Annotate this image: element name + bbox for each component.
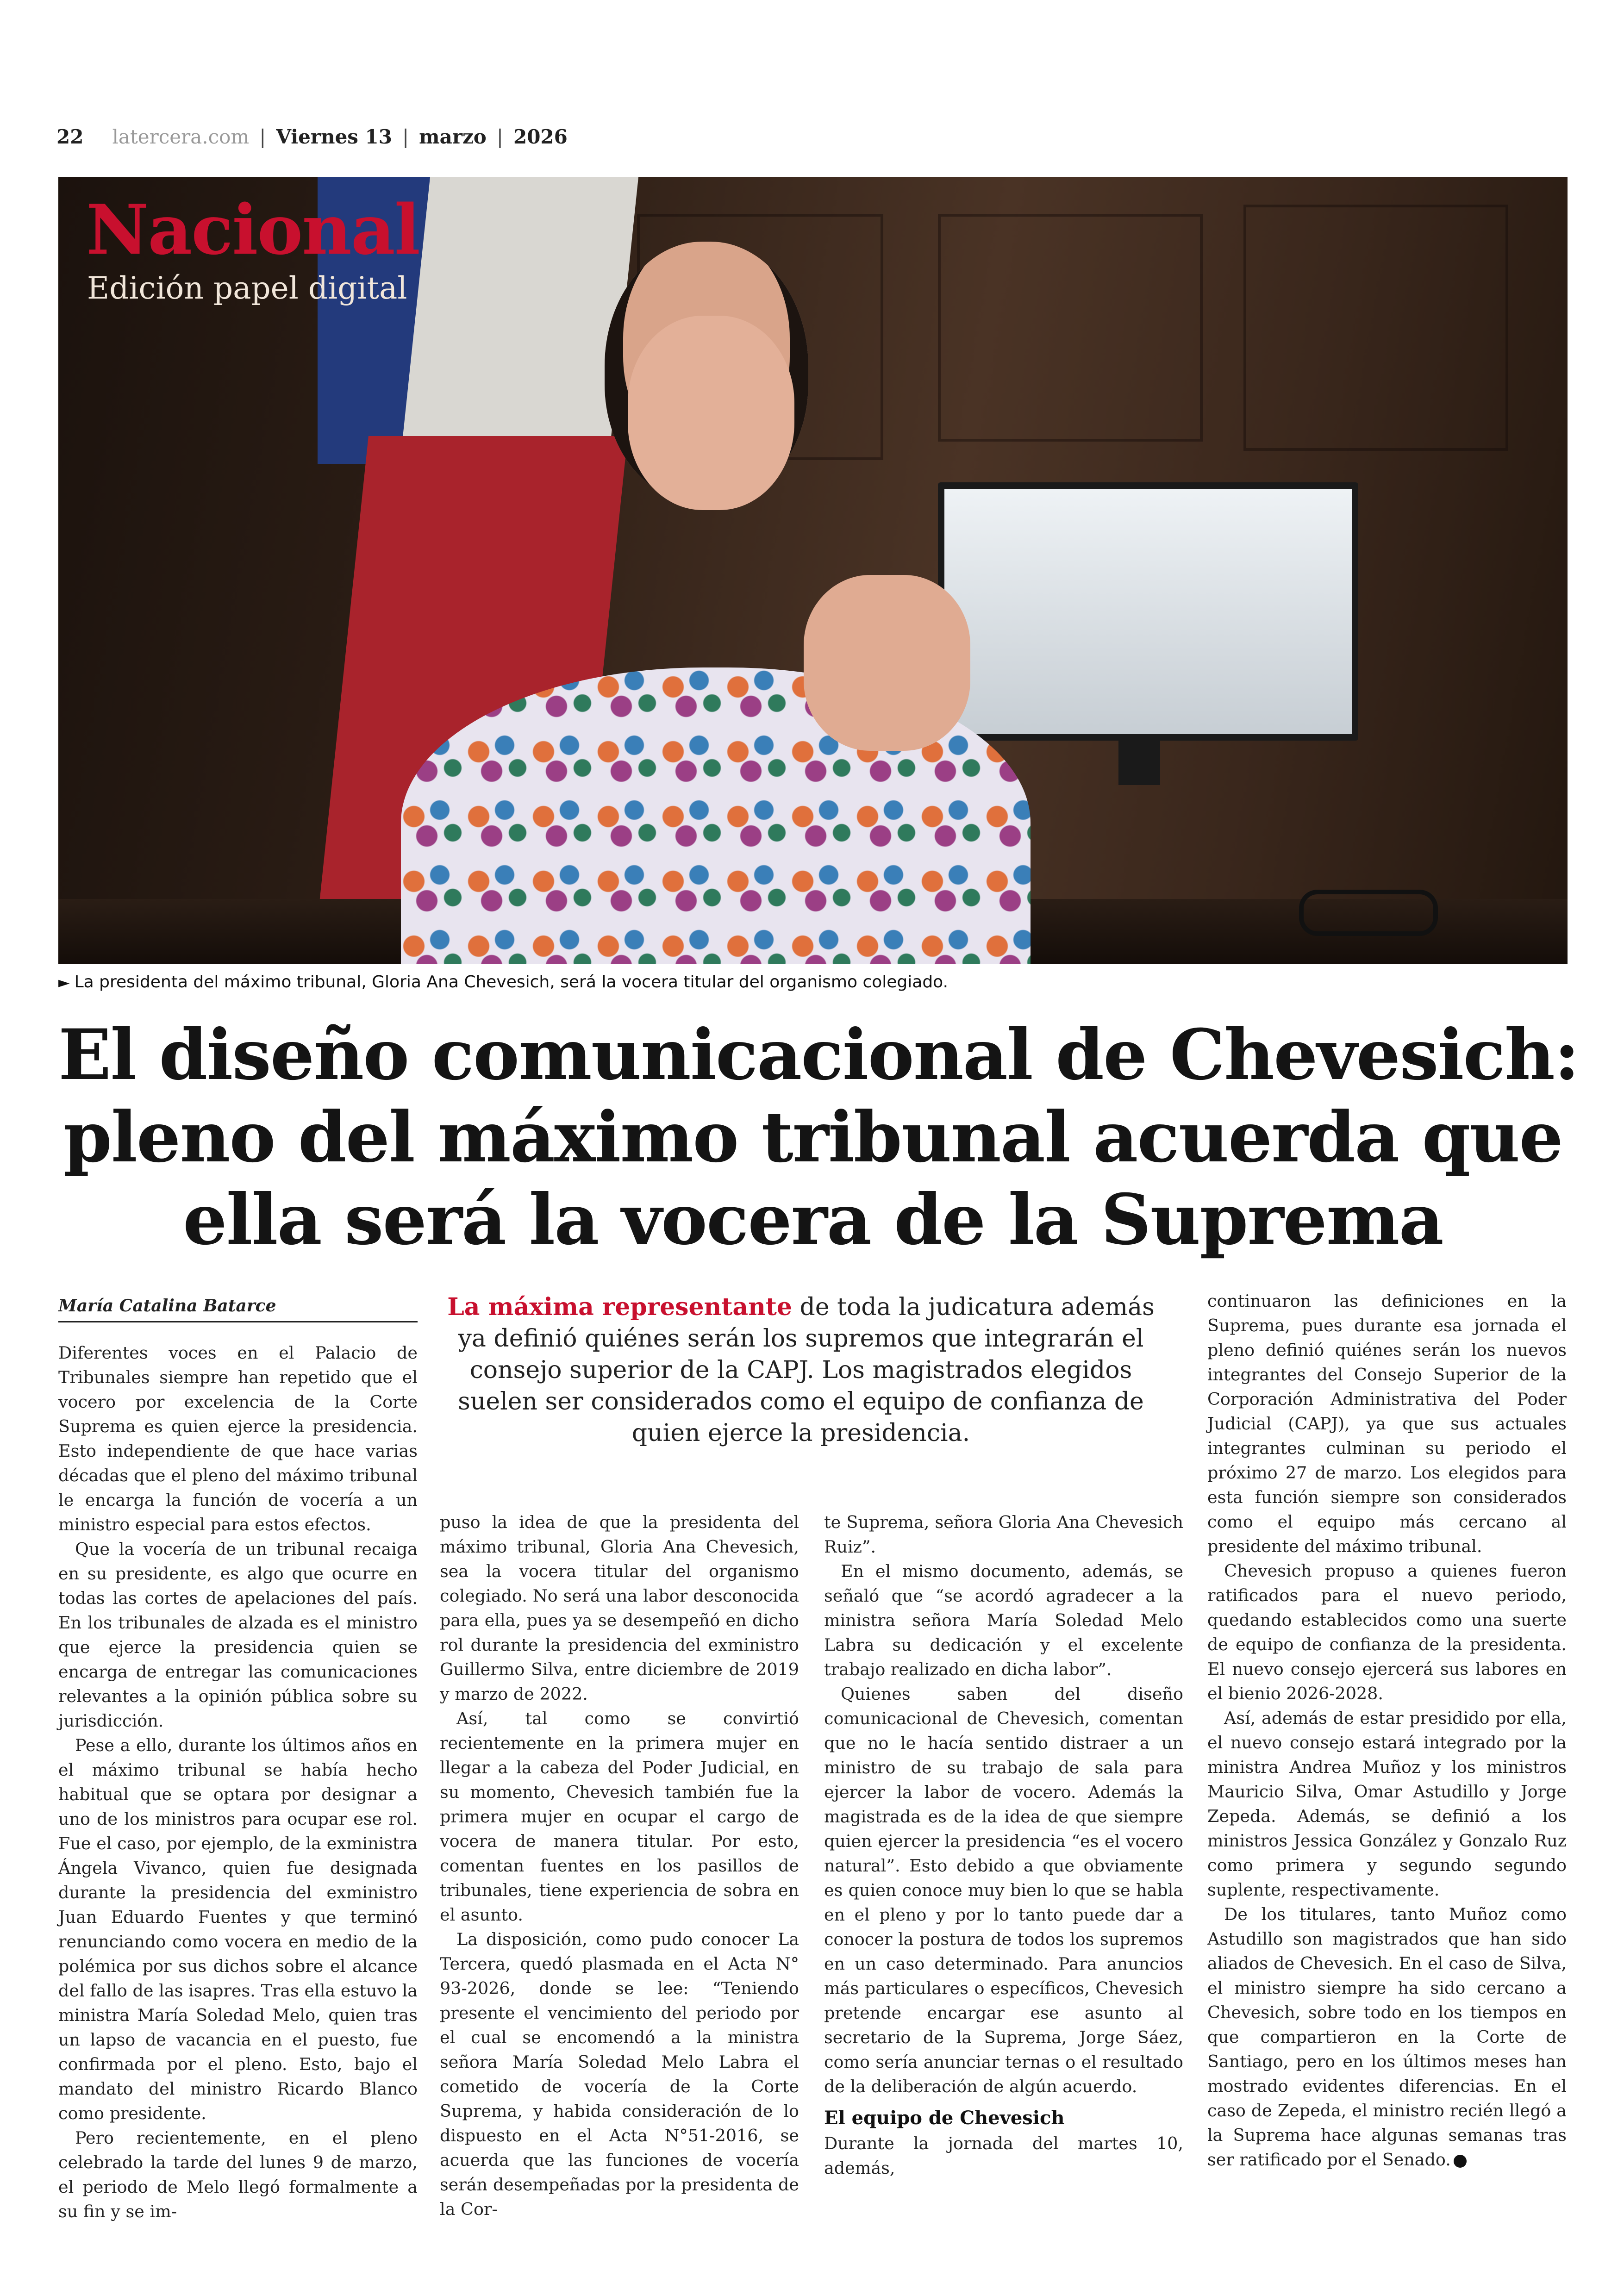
body-paragraph: En el mismo documento, además, se señaló que “se acordó agradecer a la ministra señora María Soledad Melo Labra su dedicación y el excelente trabajo realizado en dicha labor”. <box>824 1561 1183 1679</box>
body-paragraph-last <box>1207 1902 1567 2172</box>
folio-year: 2026 <box>513 125 568 148</box>
caption-arrow-icon: ► <box>58 973 70 991</box>
body-paragraph: Quienes saben del diseño comunicacional de Chevesich, comentan que no le hacía sentido distraer a un ministro de su trabajo de sala para ejercer la labor de vocero. Además la magistrada es de la idea de que siempre quien ejercer la presidencia “es el vocero natural”. Esto debido a que obviamente es quien conoce muy bien lo que se habla en el pleno y por lo tanto puede dar a conocer la postura de todos los supremos en un caso determinado. Para anuncios más particulares o específicos, Chevesich pretende encargar ese asunto al secretario de la Suprema, Jorge Sáez, como sería anunciar ternas o el resultado de la deliberación de algún acuerdo. <box>824 1684 1183 2096</box>
body-paragraph: continuaron las definiciones en la Suprema, pues durante esa jornada el pleno definió quiénes serán los nuevos integrantes del Consejo Superior de la Corporación Administrativa del Poder Judicial (CAPJ), ya que sus actuales integrantes culminan su periodo el próximo 27 de marzo. Los elegidos para esta función siempre son considerados como el equipo más cercano al presidente del máximo tribunal. <box>1207 1291 1567 1556</box>
headline-line: ella será la vocera de la Suprema <box>183 1179 1443 1260</box>
lede-highlight: La máxima representante <box>447 1293 792 1321</box>
body-paragraph: Pero recientemente, en el pleno celebrado la tarde del lunes 9 de marzo, el periodo de Melo llegó formalmente a su fin y se im- <box>58 2128 418 2221</box>
eyeglasses <box>1299 890 1438 936</box>
headline-line: pleno del máximo tribunal acuerda que <box>63 1097 1562 1178</box>
lead-photo <box>58 177 1568 964</box>
folio-separator: | <box>259 125 266 148</box>
body-paragraph: Diferentes voces en el Palacio de Tribunales siempre han repetido que el vocero por excelencia de la Corte Suprema es quien ejerce la presidencia. Esto independiente de que hace varias décadas que el pleno del máximo tribunal le encarga la función de vocería a un ministro especial para estos efectos. <box>58 1343 418 1534</box>
site-name[interactable]: latercera.com <box>112 125 250 148</box>
body-paragraph: La disposición, como pudo conocer La Tercera, quedó plasmada en el Acta N° 93-2026, donde se lee: “Teniendo presente el vencimiento del periodo por el cual se encomendó a la ministra señora María Soledad Melo Labra el cometido de vocería de la Corte Suprema, y habida consideración de lo dispuesto en el Acta N°51-2016, se acuerda que las funciones de vocería serán desempeñadas por la presidenta de la Cor- <box>440 1929 799 2219</box>
end-mark-icon <box>1454 2155 1467 2168</box>
body-text: De los titulares, tanto Muñoz como Astudillo son magistrados que han sido aliados de Chevesich. En el caso de Silva, el ministro siempre ha sido cercano a Chevesich, sobre todo en los tiempos en que compartieron en la Corte de Santiago, pero en los últimos meses han mostrado evidentes diferencias. En el caso de Zepeda, el ministro recién llegó a la Suprema hace algunas semanas tras ser ratificado por el Senado. <box>1207 1904 1567 2170</box>
body-paragraph: Chevesich propuso a quienes fueron ratificados para el nuevo periodo, quedando establecidos como una suerte de equipo de confianza de la presidenta. El nuevo consejo ejercerá sus labores en el bienio 2026-2028. <box>1207 1561 1567 1703</box>
monitor-stand <box>1118 734 1160 785</box>
lede-text: de toda la judicatura además ya definió quiénes serán los supremos que integrarán el consejo superior de la CAPJ. Los magistrados elegidos suelen ser considerados como el equipo de confianza de quien ejerce la presidencia. <box>458 1293 1155 1447</box>
body-column-2 <box>440 1510 799 2221</box>
section-subtitle: Edición papel digital <box>87 270 407 306</box>
section-subhead: El equipo de Chevesich <box>824 2107 1065 2129</box>
byline: María Catalina Batarce <box>58 1296 418 1322</box>
body-paragraph: Que la vocería de un tribunal recaiga en su presidente, es algo que ocurre en todas las cortes de apelaciones del país. En los tribunales de alzada es el ministro que ejerce la presidencia quien se encarga de entregar las comunicaciones relevantes a la opinión pública sobre su jurisdicción. <box>58 1539 418 1731</box>
folio-separator: | <box>402 125 409 148</box>
caption-text: La presidenta del máximo tribunal, Gloria Ana Chevesich, será la vocera titular del organismo colegiado. <box>74 973 949 992</box>
body-paragraph: Durante la jornada del martes 10, además, <box>824 2133 1183 2178</box>
portrait-hands <box>804 575 970 751</box>
body-column-3 <box>824 1510 1183 2180</box>
body-paragraph: te Suprema, señora Gloria Ana Chevesich Ruiz”. <box>824 1512 1183 1557</box>
body-paragraph: Así, tal como se convirtió recientemente en la primera mujer en llegar a la cabeza del Poder Judicial, en su momento, Chevesich también fue la primera mujer en ocupar el cargo de vocera de manera titular. Por esto, comentan fuentes en los pasillos de tribunales, tiene experiencia de sobra en el asunto. <box>440 1709 799 1925</box>
page-number: 22 <box>56 125 84 148</box>
lede <box>435 1291 1167 1449</box>
section-kicker: Nacional <box>86 189 419 270</box>
computer-monitor <box>938 482 1358 741</box>
folio-date: Viernes 13 <box>276 125 393 148</box>
body-column-4 <box>1207 1289 1567 2172</box>
body-paragraph: Pese a ello, durante los últimos años en el máximo tribunal se había hecho habitual que se optara por designar a uno de los ministros para ocupar ese rol. Fue el caso, por ejemplo, de la exministra Ángela Vivanco, quien fue designada durante la presidencia del exministro Juan Eduardo Fuentes y que terminó renunciando como vocera en medio de la polémica por sus dichos sobre el alcance del fallo de las isapres. Tras ella estuvo la ministra María Soledad Melo, quien tras un lapso de vacancia en el puesto, fue confirmada por el pleno. Esto, bajo el mandato del ministro Ricardo Blanco como presidente. <box>58 1735 418 2123</box>
body-paragraph: puso la idea de que la presidenta del máximo tribunal, Gloria Ana Chevesich, sea la vocera titular del organismo colegiado. No será una labor desconocida para ella, pues ya se desempeñó en dicho rol durante la presidencia del exministro Guillermo Silva, entre diciembre de 2019 y marzo de 2022. <box>440 1512 799 1704</box>
folio-separator: | <box>496 125 503 148</box>
body-paragraph: Así, además de estar presidido por ella, el nuevo consejo estará integrado por la ministra Andrea Muñoz y los ministros Mauricio Silva, Omar Astudillo y Jorge Zepeda. Además, se definió a los ministros Jessica González y Gonzalo Ruz como primera y segundo segundo suplente, respectivamente. <box>1207 1708 1567 1900</box>
article-headline <box>58 1014 1579 1261</box>
body-column-1 <box>58 1341 418 2224</box>
page-folio <box>56 121 568 152</box>
photo-caption <box>58 969 1568 995</box>
wall-panel <box>938 214 1203 442</box>
headline-line: El diseño comunicacional de Chevesich: <box>58 1014 1579 1096</box>
wall-panel <box>1243 205 1508 451</box>
portrait-face <box>628 316 794 510</box>
folio-month: marzo <box>419 125 487 148</box>
